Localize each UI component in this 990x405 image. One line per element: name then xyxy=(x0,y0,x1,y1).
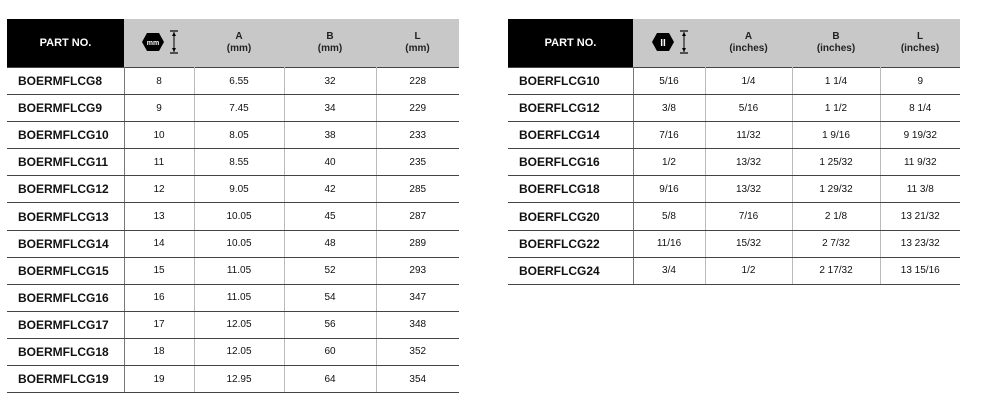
value-cell: 7.45 xyxy=(194,95,284,122)
l-mm-header xyxy=(376,19,459,68)
hex-icon-label: II xyxy=(659,38,666,49)
value-cell: 11 9/32 xyxy=(880,149,960,176)
value-cell: 229 xyxy=(376,95,459,122)
table-row xyxy=(508,176,960,203)
part-number-cell: BOERMFLCG19 xyxy=(7,366,124,393)
value-cell: 287 xyxy=(376,203,459,230)
value-cell: 1 1/2 xyxy=(792,95,880,122)
hex-nut-mm-icon xyxy=(141,32,165,52)
value-cell: 8.05 xyxy=(194,122,284,149)
table-row xyxy=(508,68,960,95)
value-cell: 5/16 xyxy=(633,68,705,95)
value-cell: 1/4 xyxy=(705,68,792,95)
value-cell: 48 xyxy=(284,230,376,257)
part-number-cell: BOERMFLCG15 xyxy=(7,257,124,284)
part-number-cell: BOERMFLCG17 xyxy=(7,311,124,338)
value-cell: 15 xyxy=(124,257,194,284)
value-cell: 11/32 xyxy=(705,122,792,149)
table-row xyxy=(7,284,459,311)
value-cell: 2 17/32 xyxy=(792,257,880,284)
value-cell: 8 1/4 xyxy=(880,95,960,122)
value-cell: 12.05 xyxy=(194,311,284,338)
value-cell: 10 xyxy=(124,122,194,149)
a-unit-label: (mm) xyxy=(226,43,252,54)
value-cell: 32 xyxy=(284,68,376,95)
value-cell: 34 xyxy=(284,95,376,122)
part-number-cell: BOERFLCG20 xyxy=(508,203,633,230)
value-cell: 347 xyxy=(376,284,459,311)
a-inch-header xyxy=(705,19,792,68)
value-cell: 1/2 xyxy=(633,149,705,176)
b-header-label: B xyxy=(832,31,840,42)
table-row xyxy=(508,122,960,149)
table-row xyxy=(508,257,960,284)
hex-icon-label: mm xyxy=(146,40,159,47)
table-row xyxy=(508,203,960,230)
part-number-cell: BOERMFLCG18 xyxy=(7,338,124,365)
value-cell: 1 29/32 xyxy=(792,176,880,203)
b-mm-header xyxy=(284,19,376,68)
l-header-label: L xyxy=(414,31,421,42)
part-number-cell: BOERMFLCG9 xyxy=(7,95,124,122)
b-header-label: B xyxy=(326,31,334,42)
value-cell: 9/16 xyxy=(633,176,705,203)
part-number-cell: BOERFLCG16 xyxy=(508,149,633,176)
table-row xyxy=(508,230,960,257)
b-unit-label: (inches) xyxy=(816,43,856,54)
value-cell: 38 xyxy=(284,122,376,149)
value-cell: 13 15/16 xyxy=(880,257,960,284)
value-cell: 60 xyxy=(284,338,376,365)
value-cell: 11 xyxy=(124,149,194,176)
value-cell: 9 xyxy=(880,68,960,95)
value-cell: 285 xyxy=(376,176,459,203)
hex-size-header xyxy=(124,19,194,68)
value-cell: 11/16 xyxy=(633,230,705,257)
value-cell: 1 25/32 xyxy=(792,149,880,176)
part-number-cell: BOERMFLCG16 xyxy=(7,284,124,311)
part-number-cell: BOERFLCG22 xyxy=(508,230,633,257)
part-number-cell: BOERMFLCG11 xyxy=(7,149,124,176)
value-cell: 6.55 xyxy=(194,68,284,95)
value-cell: 7/16 xyxy=(633,122,705,149)
value-cell: 12.05 xyxy=(194,338,284,365)
value-cell: 54 xyxy=(284,284,376,311)
hex-nut-inch-icon xyxy=(651,32,675,52)
l-inch-header xyxy=(880,19,960,68)
value-cell: 1/2 xyxy=(705,257,792,284)
table-row xyxy=(7,257,459,284)
value-cell: 13 21/32 xyxy=(880,203,960,230)
table-row xyxy=(7,95,459,122)
a-header-label: A xyxy=(744,31,753,42)
value-cell: 9 19/32 xyxy=(880,122,960,149)
value-cell: 348 xyxy=(376,311,459,338)
table-row xyxy=(508,95,960,122)
l-header-label: L xyxy=(916,31,924,42)
part-number-cell: BOERFLCG10 xyxy=(508,68,633,95)
part-number-cell: BOERMFLCG12 xyxy=(7,176,124,203)
part-number-cell: BOERFLCG12 xyxy=(508,95,633,122)
value-cell: 52 xyxy=(284,257,376,284)
metric-parts-table xyxy=(7,19,459,393)
value-cell: 11.05 xyxy=(194,257,284,284)
value-cell: 18 xyxy=(124,338,194,365)
table-row xyxy=(7,176,459,203)
table-row xyxy=(7,68,459,95)
value-cell: 12 xyxy=(124,176,194,203)
value-cell: 1 9/16 xyxy=(792,122,880,149)
l-unit-label: (inches) xyxy=(900,43,940,54)
value-cell: 40 xyxy=(284,149,376,176)
value-cell: 3/4 xyxy=(633,257,705,284)
value-cell: 42 xyxy=(284,176,376,203)
a-mm-header xyxy=(194,19,284,68)
part-no-header: PART NO. xyxy=(7,19,124,68)
part-number-cell: BOERMFLCG13 xyxy=(7,203,124,230)
value-cell: 352 xyxy=(376,338,459,365)
a-header-label: A xyxy=(235,31,243,42)
value-cell: 9.05 xyxy=(194,176,284,203)
a-unit-label: (inches) xyxy=(729,43,768,54)
height-dimension-icon xyxy=(170,30,178,54)
value-cell: 228 xyxy=(376,68,459,95)
value-cell: 17 xyxy=(124,311,194,338)
part-number-cell: BOERMFLCG14 xyxy=(7,230,124,257)
table-header-row xyxy=(7,19,459,68)
value-cell: 64 xyxy=(284,366,376,393)
value-cell: 235 xyxy=(376,149,459,176)
value-cell: 56 xyxy=(284,311,376,338)
table-row xyxy=(7,311,459,338)
value-cell: 8 xyxy=(124,68,194,95)
value-cell: 19 xyxy=(124,366,194,393)
table-row xyxy=(7,203,459,230)
value-cell: 14 xyxy=(124,230,194,257)
value-cell: 10.05 xyxy=(194,203,284,230)
part-number-cell: BOERFLCG24 xyxy=(508,257,633,284)
part-number-cell: BOERFLCG14 xyxy=(508,122,633,149)
inch-parts-table xyxy=(508,19,960,285)
value-cell: 10.05 xyxy=(194,230,284,257)
value-cell: 45 xyxy=(284,203,376,230)
b-inch-header xyxy=(792,19,880,68)
table-row xyxy=(7,338,459,365)
table-row xyxy=(7,230,459,257)
value-cell: 2 7/32 xyxy=(792,230,880,257)
table-header-row xyxy=(508,19,960,68)
value-cell: 1 1/4 xyxy=(792,68,880,95)
height-dimension-icon xyxy=(680,30,688,54)
value-cell: 16 xyxy=(124,284,194,311)
part-number-cell: BOERMFLCG8 xyxy=(7,68,124,95)
part-no-header: PART NO. xyxy=(508,19,633,68)
value-cell: 8.55 xyxy=(194,149,284,176)
value-cell: 13/32 xyxy=(705,176,792,203)
value-cell: 354 xyxy=(376,366,459,393)
value-cell: 15/32 xyxy=(705,230,792,257)
value-cell: 3/8 xyxy=(633,95,705,122)
table-row xyxy=(7,149,459,176)
l-unit-label: (mm) xyxy=(405,43,430,54)
value-cell: 293 xyxy=(376,257,459,284)
value-cell: 9 xyxy=(124,95,194,122)
value-cell: 12.95 xyxy=(194,366,284,393)
value-cell: 5/8 xyxy=(633,203,705,230)
value-cell: 13 xyxy=(124,203,194,230)
value-cell: 2 1/8 xyxy=(792,203,880,230)
value-cell: 5/16 xyxy=(705,95,792,122)
table-row xyxy=(508,149,960,176)
table-row xyxy=(7,122,459,149)
table-row xyxy=(7,366,459,393)
b-unit-label: (mm) xyxy=(317,43,343,54)
value-cell: 11.05 xyxy=(194,284,284,311)
value-cell: 7/16 xyxy=(705,203,792,230)
value-cell: 13 23/32 xyxy=(880,230,960,257)
value-cell: 233 xyxy=(376,122,459,149)
value-cell: 11 3/8 xyxy=(880,176,960,203)
hex-size-header xyxy=(633,19,705,68)
value-cell: 289 xyxy=(376,230,459,257)
part-number-cell: BOERMFLCG10 xyxy=(7,122,124,149)
value-cell: 13/32 xyxy=(705,149,792,176)
part-number-cell: BOERFLCG18 xyxy=(508,176,633,203)
